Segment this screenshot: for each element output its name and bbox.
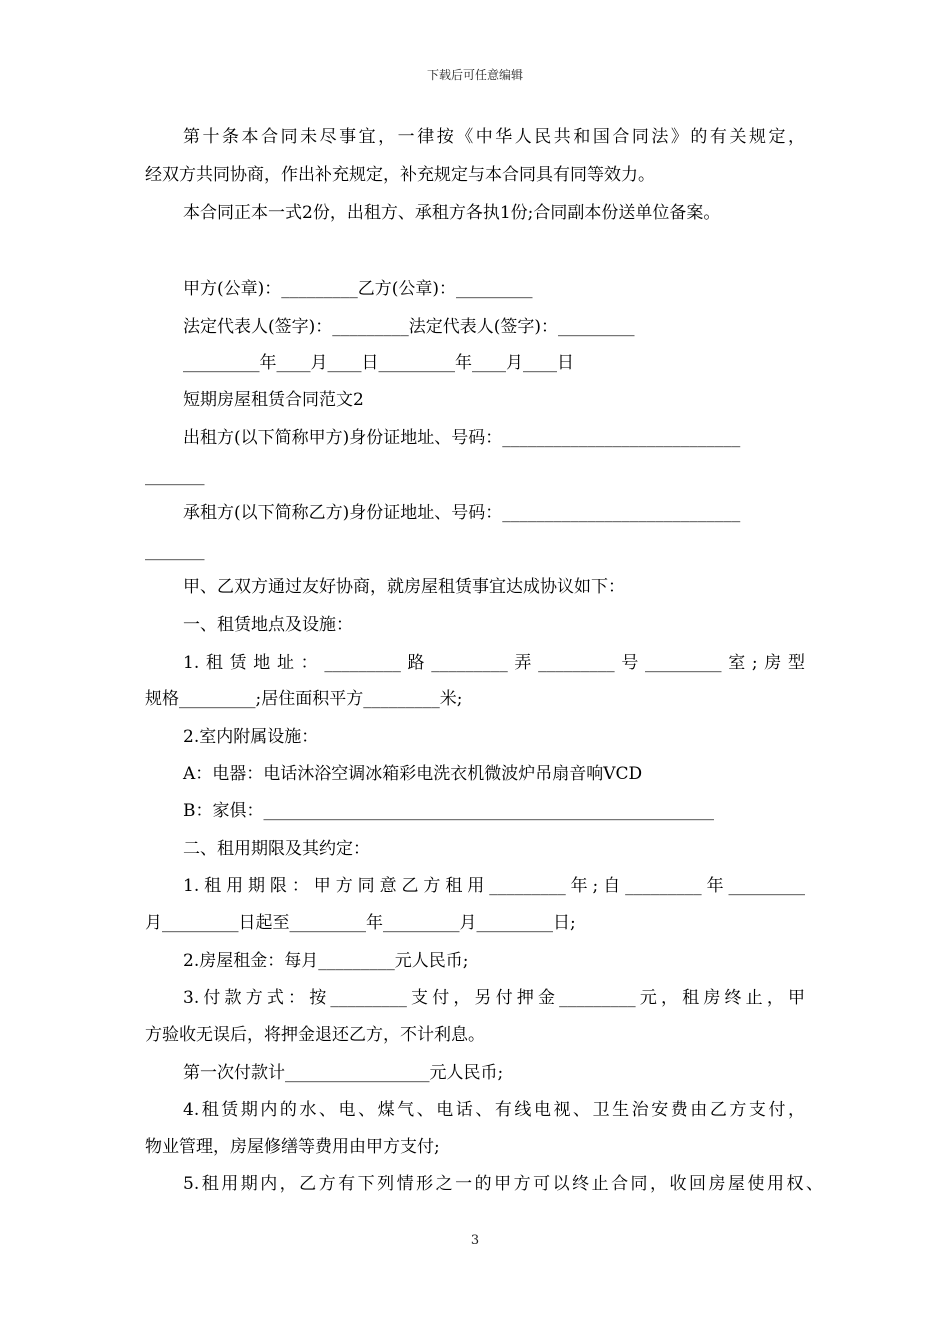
copies-line: 本合同正本一式2份，出租方、承租方各执1份;合同副本份送单位备案。 (183, 203, 721, 223)
clause-10-line-2: 经双方共同协商，作出补充规定，补充规定与本合同具有同等效力。 (145, 165, 655, 185)
heading-indoor-facilities: 2.室内附属设施： (183, 727, 319, 747)
party-seal-line: 甲方(公章)：_________乙方(公章)：_________ (183, 279, 533, 299)
payment-method-line-1: 3.付款方式：按_________支付，另付押金_________元，租房终止，甲 (183, 988, 805, 1008)
page-number: 3 (470, 1233, 480, 1248)
lease-address-line-1: 1.租赁地址：_________路_________弄_________号_________室;房型 (183, 653, 805, 673)
lessor-id-line: 出租方(以下简称甲方)身份证地址、号码：____________________________ (183, 428, 741, 448)
agreement-intro: 甲、乙双方通过友好协商，就房屋租赁事宜达成协议如下： (183, 577, 625, 597)
utilities-line-2: 物业管理，房屋修缮等费用由甲方支付; (145, 1137, 440, 1157)
lessee-id-line: 承租方(以下简称乙方)身份证地址、号码：____________________________ (183, 503, 741, 523)
first-payment-line: 第一次付款计_________________元人民币; (183, 1063, 504, 1083)
lessee-id-line-cont: _______ (145, 541, 205, 561)
lessor-id-line-cont: _______ (145, 466, 205, 486)
utilities-line-1: 4.租赁期内的水、电、煤气、电话、有线电视、卫生治安费由乙方支付， (183, 1100, 805, 1120)
lease-address-line-2: 规格_________;居住面积平方_________米; (145, 689, 463, 709)
heading-location-facilities: 一、租赁地点及设施： (183, 615, 353, 635)
legal-rep-signature-line: 法定代表人(签字)：_________法定代表人(签字)：_________ (183, 317, 635, 337)
heading-lease-term: 二、租用期限及其约定： (183, 839, 370, 859)
lease-term-line-1: 1.租用期限：甲方同意乙方租用_________年;自_________年_________ (183, 876, 805, 896)
furniture-line: B：家俱：_____________________________________________________ (183, 801, 714, 821)
termination-line-1: 5.租用期内，乙方有下列情形之一的甲方可以终止合同，收回房屋使用权、 (183, 1174, 823, 1194)
lease-term-line-2: 月_________日起至_________年_________月_________日; (145, 913, 576, 933)
section-title: 短期房屋租赁合同范文2 (183, 390, 364, 410)
clause-10-line-1: 第十条本合同未尽事宜，一律按《中华人民共和国合同法》的有关规定， (183, 127, 805, 147)
date-line: _________年____月____日_________年____月____日 (183, 353, 574, 373)
appliances-line: A：电器：电话沐浴空调冰箱彩电洗衣机微波炉吊扇音响VCD (183, 764, 643, 784)
page-header: 下载后可任意编辑 (426, 68, 523, 82)
rent-line: 2.房屋租金：每月_________元人民币; (183, 951, 469, 971)
payment-method-line-2: 方验收无误后，将押金退还乙方，不计利息。 (145, 1025, 485, 1045)
